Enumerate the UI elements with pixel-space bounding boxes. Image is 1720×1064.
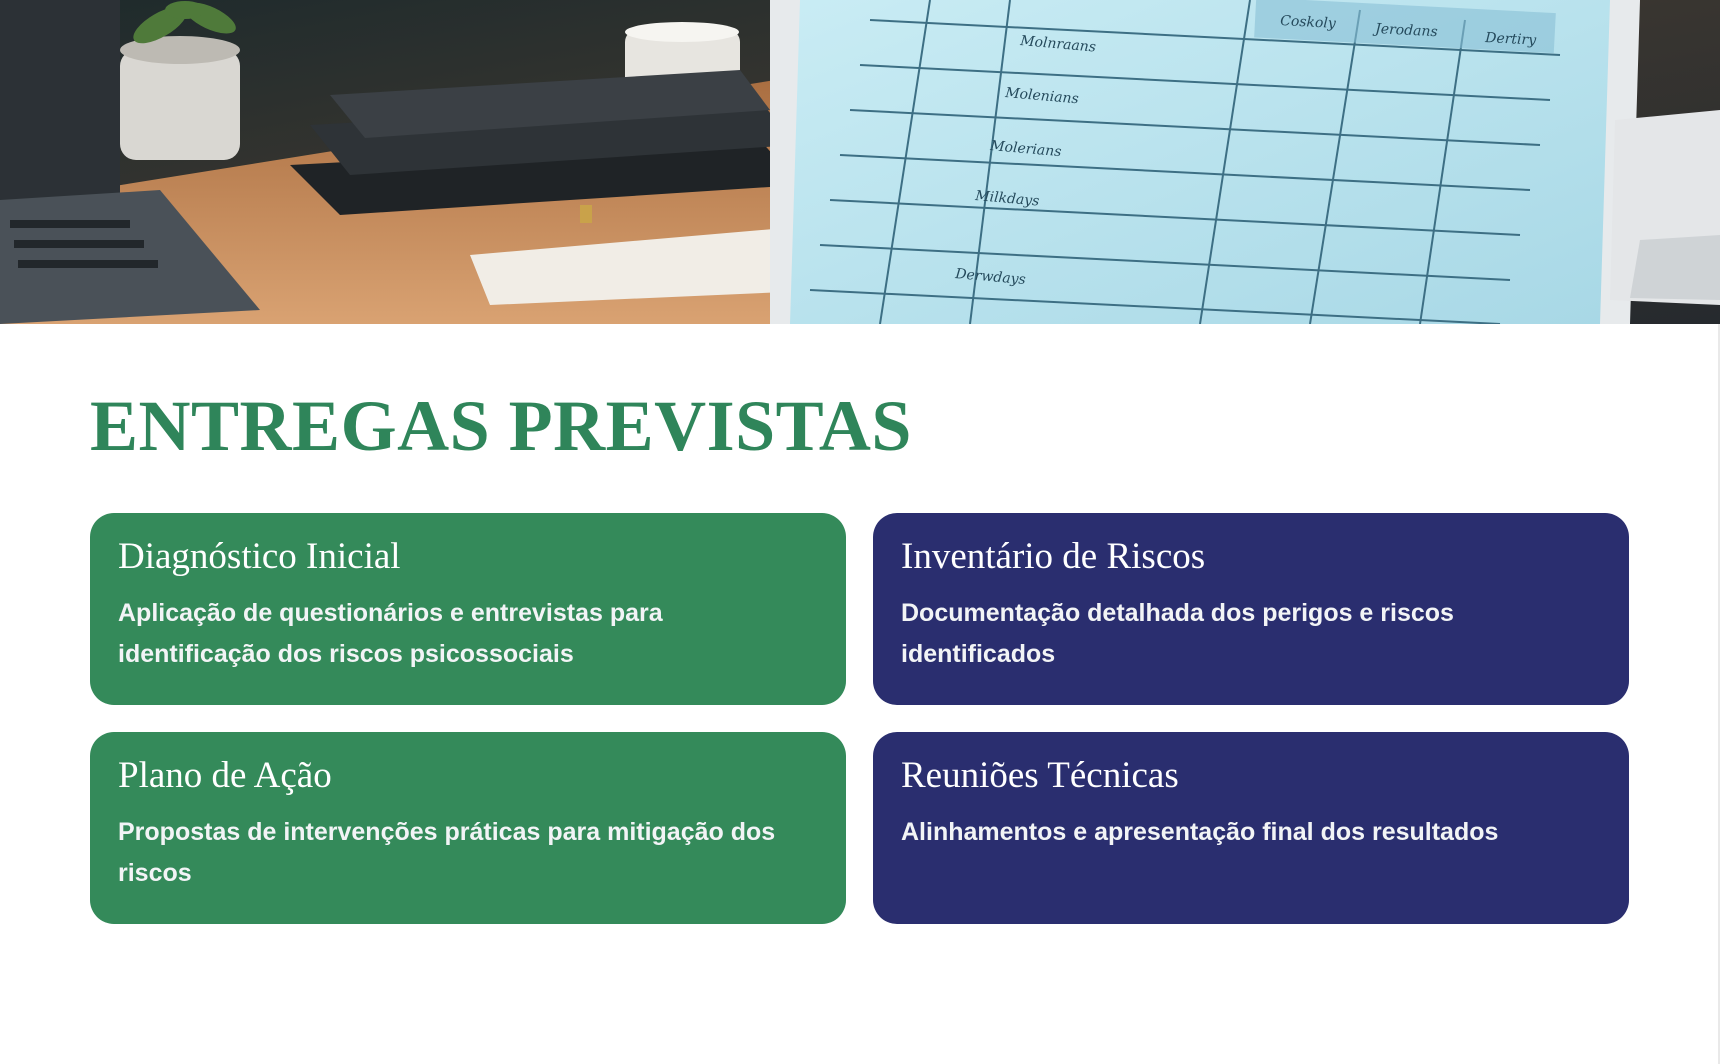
card-diagnostico-inicial xyxy=(90,513,846,705)
sheet-row-1: Molnraans xyxy=(1019,33,1097,56)
sheet-row-5: Derwdays xyxy=(954,266,1027,289)
hero-image xyxy=(0,0,1720,324)
card-description: Aplicação de questionários e entrevistas para identificação dos riscos psicossociais xyxy=(118,599,663,669)
sheet-header-3: Dertiry xyxy=(1484,30,1537,49)
card-inventario-de-riscos xyxy=(873,513,1629,705)
card-plano-de-acao xyxy=(90,732,846,924)
card-title: Diagnóstico Inicial xyxy=(118,536,401,577)
sheet-row-3: Molerians xyxy=(989,138,1063,161)
card-title: Inventário de Riscos xyxy=(901,536,1206,577)
page-title: ENTREGAS PREVISTAS xyxy=(90,386,912,466)
card-title: Plano de Ação xyxy=(118,755,332,796)
card-description: Propostas de intervenções práticas para mitigação dos riscos xyxy=(118,818,776,888)
card-title: Reuniões Técnicas xyxy=(901,755,1179,796)
desk-photo-illustration xyxy=(0,0,1720,324)
card-description: Alinhamentos e apresentação final dos resultados xyxy=(901,818,1499,847)
sheet-header-1: Coskoly xyxy=(1279,13,1337,32)
sheet-row-4: Milkdays xyxy=(974,188,1040,210)
sheet-row-2: Molenians xyxy=(1004,85,1080,108)
card-reunioes-tecnicas xyxy=(873,732,1629,924)
card-description: Documentação detalhada dos perigos e riscos identificados xyxy=(901,599,1454,669)
sheet-header-2: Jerodans xyxy=(1374,21,1439,41)
